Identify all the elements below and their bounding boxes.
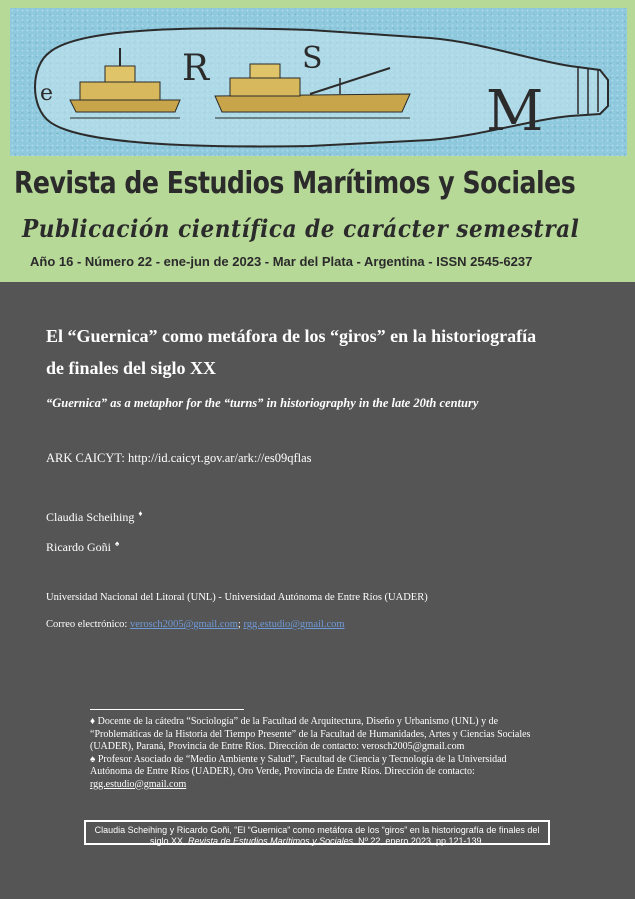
article-title-english: “Guernica” as a metaphor for the “turns” in historiography in the late 20th century xyxy=(46,396,479,410)
author-2-name: Ricardo Goñi xyxy=(46,540,111,554)
logo-letter-r: R xyxy=(182,48,210,89)
author-1-name: Claudia Scheihing xyxy=(46,510,135,524)
journal-header xyxy=(0,0,635,282)
citation-text: Claudia Scheihing y Ricardo Goñi, “El “Guernica” como metáfora de los “giros” en la historiografía de finales del siglo XX, xyxy=(94,825,540,846)
citation-box xyxy=(84,820,550,845)
email-link-1[interactable]: verosch2005@gmail.com xyxy=(129,619,238,630)
footnotes xyxy=(90,716,550,791)
author-1 xyxy=(46,509,142,525)
logo-letter-m: M xyxy=(486,79,544,144)
journal-subtitle: Publicación científica de carácter semestral xyxy=(22,214,580,243)
author-2 xyxy=(46,539,119,555)
issue-info: Año 16 - Número 22 - ene-jun de 2023 - Mar del Plata - Argentina - ISSN 2545-6237 xyxy=(30,254,533,269)
email-link-2[interactable]: rgg.estudio@gmail.com xyxy=(243,619,345,630)
footnote-1: ♦ Docente de la cátedra “Sociología” de la Facultad de Arquitectura, Diseño y Urbanismo (UNL) y de “Problemáticas de la Historia del Tiempo Presente” de la Facultad de Humanidades, Artes y Ciencias Sociales (UADER), Paraná, Provincia de Entre Ríos. Dirección de contacto: verosch2005@gmail.com xyxy=(90,716,531,752)
logo-banner xyxy=(10,8,627,156)
affiliation: Universidad Nacional del Litoral (UNL) - Universidad Autónoma de Entre Ríos (UADER) xyxy=(46,592,428,603)
article-title-line2: de finales del siglo XX xyxy=(46,358,217,378)
bottle-ship-logo xyxy=(10,8,627,156)
citation-pages: , Nº 22, enero 2023, pp 121-139. xyxy=(353,835,484,846)
footnote-2 xyxy=(90,754,550,792)
article-title xyxy=(46,320,606,384)
logo-letter-s: S xyxy=(302,41,323,76)
author-1-mark: ♦ xyxy=(138,509,143,518)
footnote-2-email[interactable]: rgg.estudio@gmail.com xyxy=(90,778,187,790)
footnote-2-text: ♠ Profesor Asociado de “Medio Ambiente y Salud”, Facultad de Ciencia y Tecnología de la Universidad Autónoma de Entre Ríos (UADER), Oro Verde, Provincia de Entre Ríos. Dirección de contacto: xyxy=(90,753,507,777)
journal-title: Revista de Estudios Marítimos y Sociales xyxy=(14,166,576,201)
article-title-line1: El “Guernica” como metáfora de los “giros” en la historiografía xyxy=(46,326,537,346)
email-label: Correo electrónico: xyxy=(46,619,130,630)
logo-letter-e: e xyxy=(40,81,54,106)
footnote-divider xyxy=(90,709,244,710)
ark-identifier: ARK CAICYT: http://id.caicyt.gov.ar/ark://es09qflas xyxy=(46,451,312,465)
email-line xyxy=(46,619,345,630)
email-separator: ; xyxy=(237,619,244,630)
author-2-mark: ♠ xyxy=(115,539,120,548)
citation-journal: Revista de Estudios Marítimos y Sociales xyxy=(188,835,354,846)
